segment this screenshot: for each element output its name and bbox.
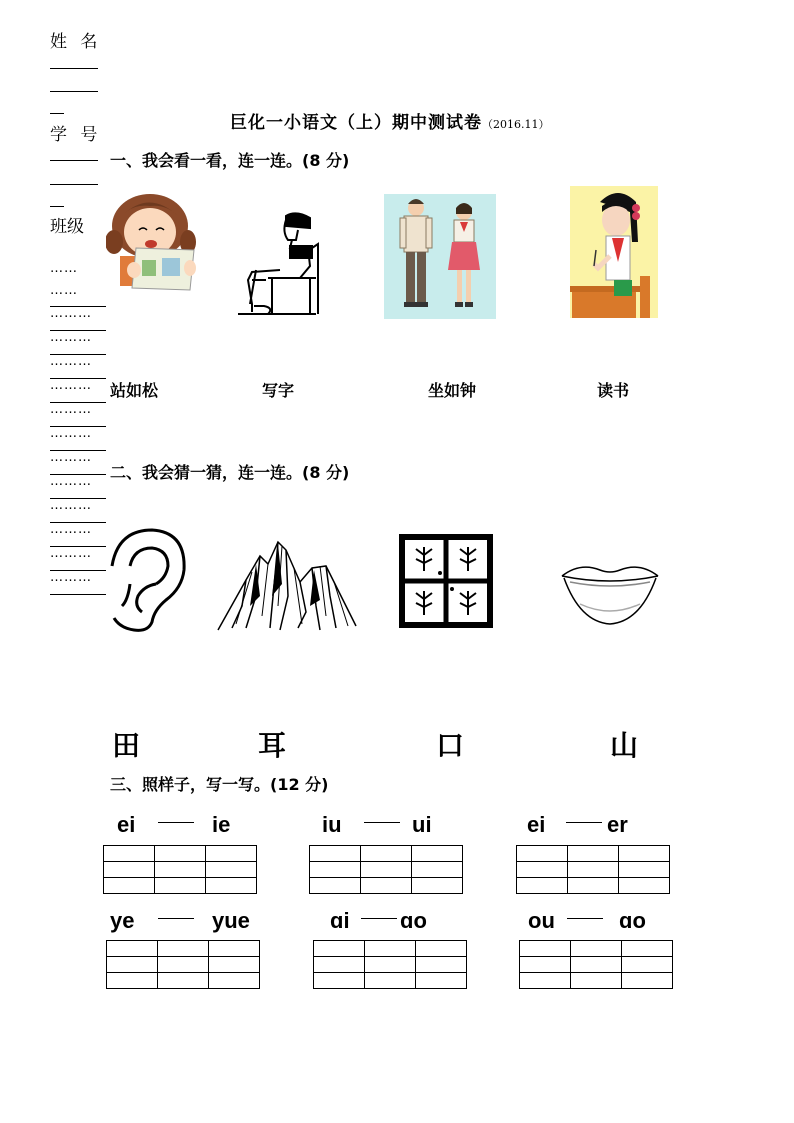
pinyin-right: yue (212, 908, 250, 933)
dash (158, 918, 194, 919)
id-line-3[interactable] (50, 206, 64, 207)
girl-writing-icon (570, 186, 658, 318)
char-ear: 耳 (258, 729, 287, 762)
class-label: 班级 (50, 217, 84, 237)
char-mountain: 山 (610, 729, 639, 762)
dash (361, 918, 397, 919)
pinyin-left: ɑi (330, 908, 350, 933)
dash (364, 822, 400, 823)
pinyin-left: iu (322, 812, 342, 837)
title-main: 巨化一小语文（上）期中测试卷 (230, 113, 482, 133)
dash (567, 918, 603, 919)
pinyin-right: er (607, 812, 628, 837)
id-line-1[interactable] (50, 160, 98, 161)
dotted-line: ……… (50, 379, 106, 403)
dotted-line: ……… (50, 475, 106, 499)
dash (566, 822, 602, 823)
name-label: 姓 名 (50, 32, 102, 52)
pinyin-right: ɑo (619, 908, 646, 933)
boy-sitting-icon (228, 208, 328, 320)
boy-girl-standing-icon (384, 194, 496, 319)
pinyin-left: ei (527, 812, 546, 837)
mountain-icon (216, 536, 358, 632)
char-field: 田 (112, 729, 141, 762)
dotted-line: ……… (50, 427, 106, 451)
label-write: 写字 (262, 381, 295, 400)
field-icon (398, 533, 494, 629)
pinyin-right: ie (212, 812, 231, 837)
section2-heading: 二、我会猜一猜，连一连。(8 分) (110, 463, 350, 482)
dotted-line: ……… (50, 523, 106, 547)
student-id-label: 学 号 (50, 125, 102, 145)
label-sit: 坐如钟 (428, 381, 477, 400)
writing-grid[interactable] (516, 845, 670, 894)
writing-grid[interactable] (313, 940, 467, 989)
dotted-line: ……… (50, 547, 106, 571)
writing-grid[interactable] (519, 940, 673, 989)
pinyin-left: ye (110, 908, 135, 933)
title-date: （2016.11） (482, 118, 550, 131)
label-stand: 站如松 (110, 381, 159, 400)
class-dotted-lines (50, 262, 106, 595)
pinyin-right: ɑo (400, 908, 427, 933)
section1-heading: 一、我会看一看，连一连。(8 分) (110, 151, 350, 170)
section3-heading: 三、照样子，写一写。(12 分) (110, 775, 329, 794)
pinyin-left: ou (528, 908, 555, 933)
writing-grid[interactable] (103, 845, 257, 894)
pinyin-right: ui (412, 812, 432, 837)
girl-reading-icon (106, 190, 198, 294)
dotted-line: ……… (50, 451, 106, 475)
label-read: 读书 (597, 381, 630, 400)
id-line-2[interactable] (50, 184, 98, 185)
dotted-line: ……… (50, 307, 106, 331)
ear-icon (108, 526, 190, 634)
dotted-line: ……… (50, 403, 106, 427)
dotted-line: …… (50, 261, 78, 276)
mouth-icon (560, 560, 660, 632)
name-line-3[interactable] (50, 113, 64, 114)
dash (158, 822, 194, 823)
name-line-1[interactable] (50, 68, 98, 69)
char-mouth: 口 (436, 729, 465, 762)
dotted-line: ……… (50, 571, 106, 595)
dotted-line: ……… (50, 499, 106, 523)
dotted-line: …… (50, 284, 106, 307)
writing-grid[interactable] (106, 940, 260, 989)
dotted-line: ……… (50, 331, 106, 355)
page-title (230, 108, 550, 133)
dotted-line: ……… (50, 355, 106, 379)
name-line-2[interactable] (50, 91, 98, 92)
pinyin-left: ei (117, 812, 136, 837)
writing-grid[interactable] (309, 845, 463, 894)
